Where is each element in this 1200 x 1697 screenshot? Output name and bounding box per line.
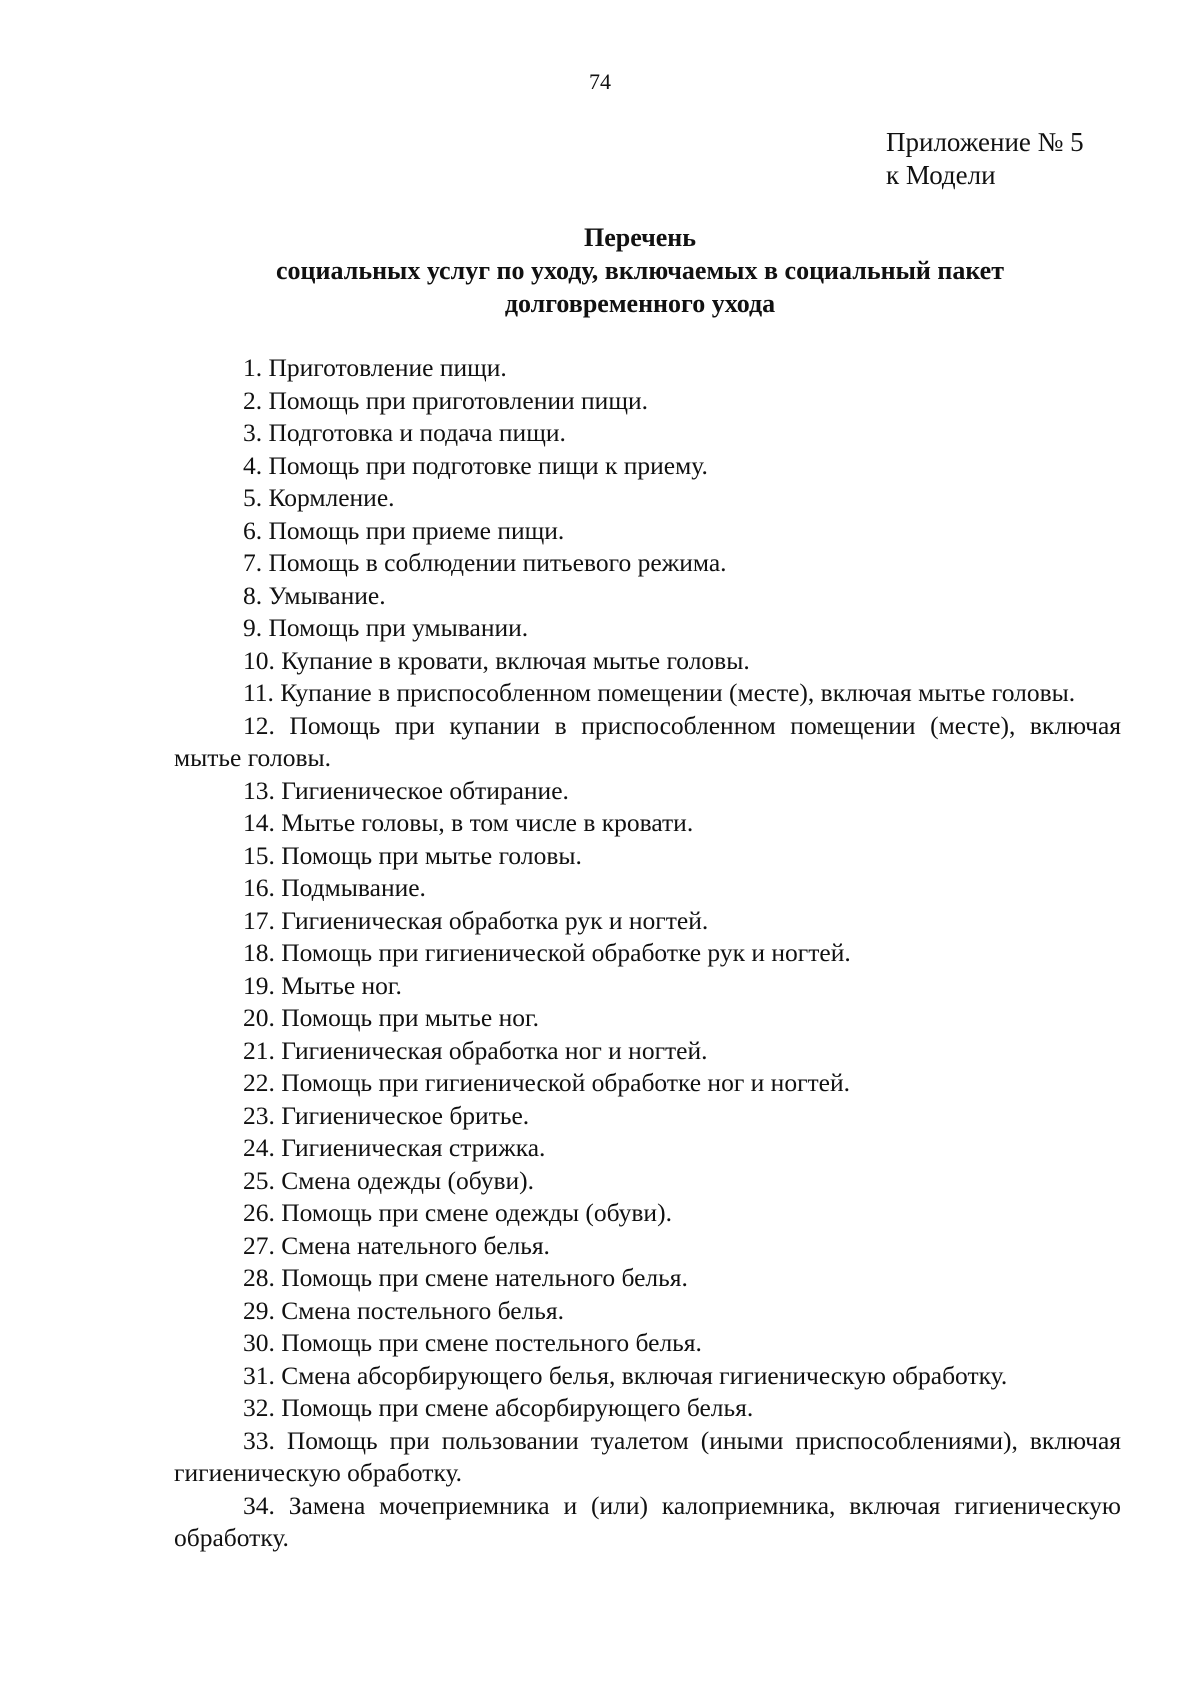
list-item: 7. Помощь в соблюдении питьевого режима.: [243, 548, 727, 577]
title-line-2: социальных услуг по уходу, включаемых в социальный пакет: [276, 256, 1004, 285]
list-item: 15. Помощь при мытье головы.: [243, 840, 582, 870]
list-item: 20. Помощь при мытье ног.: [243, 1003, 539, 1032]
list-item: 13. Гигиеническое обтирание.: [243, 775, 569, 805]
list-item: 33. Помощь при пользовании туалетом (иными приспособлениями), включая гигиеническую обработку.: [174, 1425, 1121, 1487]
list-item: 26. Помощь при смене одежды (обуви).: [243, 1198, 672, 1227]
list-item: 21. Гигиеническая обработка ног и ногтей.: [243, 1035, 708, 1065]
document-title: [170, 221, 1110, 320]
title-line-3: долговременного ухода: [504, 289, 776, 318]
list-item: 27. Смена нательного белья.: [243, 1230, 550, 1260]
list-item: 32. Помощь при смене абсорбирующего белья.: [243, 1393, 754, 1422]
appendix-header: [886, 126, 1084, 192]
list-item: 5. Кормление.: [243, 483, 395, 512]
list-item: 18. Помощь при гигиенической обработке рук и ногтей.: [243, 938, 851, 967]
list-item: 34. Замена мочеприемника и (или) калоприемника, включая гигиеническую обработку.: [174, 1490, 1121, 1552]
list-item: 6. Помощь при приеме пищи.: [243, 515, 565, 545]
list-item: 2. Помощь при приготовлении пищи.: [243, 385, 648, 415]
list-item: 11. Купание в приспособленном помещении (месте), включая мытье головы.: [243, 678, 1076, 707]
list-item: 17. Гигиеническая обработка рук и ногтей.: [243, 905, 709, 935]
list-item: 19. Мытье ног.: [243, 970, 402, 1000]
list-item: 28. Помощь при смене нательного белья.: [243, 1263, 688, 1292]
list-item: 23. Гигиеническое бритье.: [243, 1100, 530, 1130]
list-item: 1. Приготовление пищи.: [243, 353, 507, 382]
list-item: 8. Умывание.: [243, 580, 386, 610]
list-item: 12. Помощь при купании в приспособленном помещении (месте), включая мытье головы.: [174, 710, 1121, 772]
list-item: 22. Помощь при гигиенической обработке ног и ногтей.: [243, 1068, 851, 1097]
page-number: 74: [589, 69, 611, 94]
list-item: 29. Смена постельного белья.: [243, 1295, 564, 1325]
list-item: 24. Гигиеническая стрижка.: [243, 1133, 546, 1162]
list-item: 14. Мытье головы, в том числе в кровати.: [243, 808, 694, 837]
title-line-1: Перечень: [583, 223, 697, 252]
list-item: 31. Смена абсорбирующего белья, включая гигиеническую обработку.: [243, 1360, 1008, 1390]
services-list: [174, 352, 1121, 1555]
list-item: 16. Подмывание.: [243, 873, 426, 902]
appendix-reference: к Модели: [886, 160, 996, 190]
list-item: 10. Купание в кровати, включая мытье головы.: [243, 645, 750, 675]
list-item: 25. Смена одежды (обуви).: [243, 1165, 535, 1195]
list-item: 9. Помощь при умывании.: [243, 613, 529, 642]
list-item: 3. Подготовка и подача пищи.: [243, 418, 566, 447]
list-item: 4. Помощь при подготовке пищи к приему.: [243, 450, 708, 480]
list-item: 30. Помощь при смене постельного белья.: [243, 1328, 702, 1357]
appendix-number: Приложение № 5: [886, 127, 1084, 157]
